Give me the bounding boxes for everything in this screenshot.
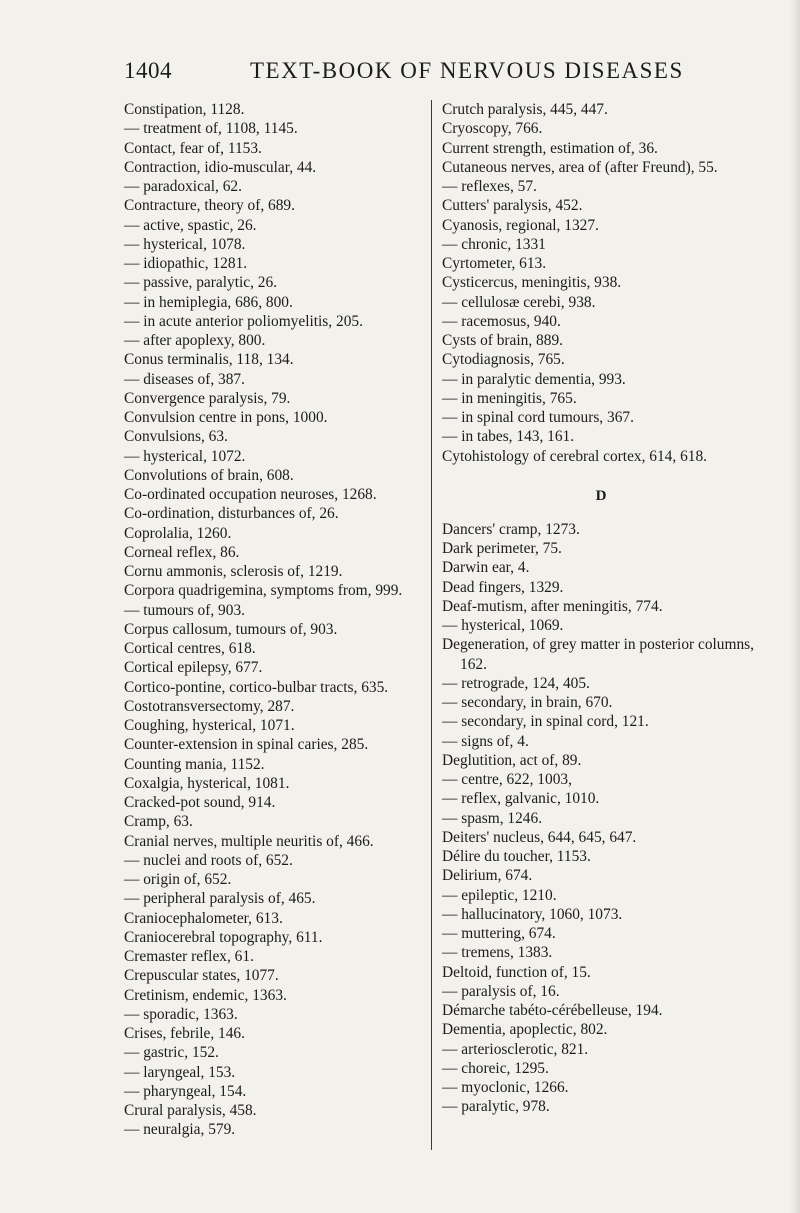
index-entry: Costotransversectomy, 287.	[124, 697, 295, 715]
index-entry: — nuclei and roots of, 652.	[124, 851, 293, 869]
index-entry: Deltoid, function of, 15.	[442, 963, 591, 981]
index-entry: Cortical centres, 618.	[124, 640, 256, 657]
index-entry: Dark perimeter, 75.	[442, 540, 562, 557]
index-entry: Degeneration, of grey matter in posterior columns, 162.	[442, 636, 754, 673]
index-column-right	[442, 100, 760, 1117]
index-entry: — muttering, 674.	[442, 925, 556, 942]
index-entry: — peripheral paralysis of, 465.	[124, 890, 316, 908]
index-entry: Contracture, theory of, 689.	[124, 197, 295, 215]
index-entry: — in spinal cord tumours, 367.	[442, 409, 634, 426]
index-entry: Délire du toucher, 1153.	[442, 848, 591, 865]
index-entry: Coprolalia, 1260.	[124, 524, 232, 542]
index-entry: Cortico-pontine, cortico-bulbar tracts, 635.	[124, 678, 389, 696]
index-entry: Constipation, 1128.	[124, 101, 245, 118]
index-entry: Current strength, estimation of, 36.	[442, 139, 658, 157]
index-entry: Contraction, idio-muscular, 44.	[124, 158, 317, 176]
index-entry: Crural paralysis, 458.	[124, 1102, 257, 1119]
index-entry: — choreic, 1295.	[442, 1059, 549, 1077]
index-section-c-continued	[442, 100, 760, 466]
index-entry: Convergence paralysis, 79.	[124, 389, 291, 407]
index-section-d	[442, 520, 760, 1117]
index-entry: — paralytic, 978.	[442, 1098, 550, 1116]
index-entry: — tremens, 1383.	[442, 944, 553, 962]
index-entry: Cortical epilepsy, 677.	[124, 659, 263, 677]
index-entry: — treatment of, 1108, 1145.	[124, 120, 298, 138]
index-entry: Craniocerebral topography, 611.	[124, 928, 323, 946]
index-entry: — secondary, in spinal cord, 121.	[442, 713, 649, 731]
index-entry: Cranial nerves, multiple neuritis of, 466.	[124, 832, 374, 850]
index-entry: Crepuscular states, 1077.	[124, 967, 279, 985]
index-entry: Cremaster reflex, 61.	[124, 948, 254, 965]
index-entry: — reflexes, 57.	[442, 178, 537, 195]
index-entry: Contact, fear of, 1153.	[124, 139, 262, 157]
index-entry: Cutters' paralysis, 452.	[442, 197, 583, 215]
index-entry: — racemosus, 940.	[442, 312, 561, 330]
index-entry: Corneal reflex, 86.	[124, 543, 240, 561]
index-entry: — diseases of, 387.	[124, 370, 245, 388]
index-entry: — origin of, 652.	[124, 871, 232, 888]
index-entry: — after apoplexy, 800.	[124, 332, 266, 349]
index-entry: Cyanosis, regional, 1327.	[442, 216, 599, 234]
index-entry: Co-ordination, disturbances of, 26.	[124, 505, 339, 523]
index-entry: Cysts of brain, 889.	[442, 332, 563, 349]
index-entry: — hallucinatory, 1060, 1073.	[442, 905, 623, 923]
column-divider	[431, 100, 432, 1150]
index-entry: Convulsions, 63.	[124, 428, 228, 446]
index-entry: Cytodiagnosis, 765.	[442, 351, 565, 369]
page-number: 1404	[124, 58, 172, 83]
index-entry: Deiters' nucleus, 644, 645, 647.	[442, 828, 637, 846]
index-entry: Crises, febrile, 146.	[124, 1025, 245, 1042]
index-entry: — paradoxical, 62.	[124, 178, 242, 195]
index-entry: — myoclonic, 1266.	[442, 1079, 569, 1096]
index-entry: — in acute anterior poliomyelitis, 205.	[124, 312, 363, 330]
index-entry: — passive, paralytic, 26.	[124, 274, 278, 292]
index-entry: — gastric, 152.	[124, 1044, 219, 1062]
index-entry: — signs of, 4.	[442, 732, 529, 750]
index-entry: Dead fingers, 1329.	[442, 578, 564, 596]
index-entry: Cramp, 63.	[124, 813, 193, 831]
index-entry: Dementia, apoplectic, 802.	[442, 1021, 608, 1039]
index-entry: — in hemiplegia, 686, 800.	[124, 293, 293, 311]
index-entry: — laryngeal, 153.	[124, 1063, 236, 1081]
index-entry: Co-ordinated occupation neuroses, 1268.	[124, 486, 377, 503]
index-entry: — neuralgia, 579.	[124, 1121, 236, 1139]
index-entry: Cutaneous nerves, area of (after Freund), 55.	[442, 158, 718, 176]
index-entry: Cyrtometer, 613.	[442, 255, 547, 272]
index-entry: — hysterical, 1078.	[124, 235, 246, 253]
index-entry: Delirium, 674.	[442, 867, 533, 885]
index-entry: Conus terminalis, 118, 134.	[124, 351, 294, 369]
index-entry: Craniocephalometer, 613.	[124, 909, 283, 927]
index-entry: Dancers' cramp, 1273.	[442, 520, 580, 538]
index-entry: Démarche tabéto-cérébelleuse, 194.	[442, 1002, 663, 1019]
index-entry: — active, spastic, 26.	[124, 216, 257, 234]
index-entry: — secondary, in brain, 670.	[442, 694, 613, 711]
index-entry: Convolutions of brain, 608.	[124, 466, 294, 484]
index-entry: Convulsion centre in pons, 1000.	[124, 409, 328, 426]
running-title: TEXT-BOOK OF NERVOUS DISEASES	[250, 58, 684, 83]
index-entry: — cellulosæ cerebi, 938.	[442, 293, 596, 311]
index-entry: — in meningitis, 765.	[442, 389, 577, 407]
index-entry: Cracked-pot sound, 914.	[124, 794, 276, 811]
index-entry: Coxalgia, hysterical, 1081.	[124, 774, 290, 792]
index-entry: Cryoscopy, 766.	[442, 120, 543, 138]
index-entry: Deglutition, act of, 89.	[442, 751, 582, 769]
index-entry: — sporadic, 1363.	[124, 1005, 238, 1023]
index-entry: Cornu ammonis, sclerosis of, 1219.	[124, 563, 343, 580]
index-entry: Counting mania, 1152.	[124, 755, 265, 773]
index-entry: — hysterical, 1072.	[124, 447, 246, 465]
index-entry: — in tabes, 143, 161.	[442, 428, 575, 446]
index-entry: Cysticercus, meningitis, 938.	[442, 274, 622, 292]
index-entry: Darwin ear, 4.	[442, 559, 530, 577]
index-entry: Crutch paralysis, 445, 447.	[442, 101, 608, 118]
section-letter-d: D	[595, 487, 607, 504]
index-entry: Cretinism, endemic, 1363.	[124, 986, 287, 1004]
index-entry: — paralysis of, 16.	[442, 982, 560, 1000]
page-header	[0, 58, 800, 98]
index-entry: — epileptic, 1210.	[442, 886, 557, 904]
index-entry: — spasm, 1246.	[442, 809, 543, 827]
index-entry: — tumours of, 903.	[124, 601, 245, 619]
index-entry: Corpus callosum, tumours of, 903.	[124, 620, 338, 638]
index-entry: — centre, 622, 1003,	[442, 771, 572, 788]
page-edge-shadow	[790, 0, 800, 1213]
index-entry: Counter-extension in spinal caries, 285.	[124, 736, 369, 754]
index-entry: Cytohistology of cerebral cortex, 614, 618.	[442, 447, 707, 465]
index-entry: — in paralytic dementia, 993.	[442, 370, 626, 388]
index-entry: — hysterical, 1069.	[442, 617, 564, 634]
index-entry: — arteriosclerotic, 821.	[442, 1040, 589, 1058]
index-entry: — reflex, galvanic, 1010.	[442, 790, 600, 808]
index-entry: — idiopathic, 1281.	[124, 255, 248, 272]
index-entry: Deaf-mutism, after meningitis, 774.	[442, 597, 663, 615]
index-entry: — retrograde, 124, 405.	[442, 674, 590, 692]
index-column-left	[124, 100, 424, 1140]
index-entry: Corpora quadrigemina, symptoms from, 999.	[124, 582, 403, 600]
index-entry: Coughing, hysterical, 1071.	[124, 717, 295, 734]
index-entry: — chronic, 1331	[442, 235, 546, 253]
index-entry: — pharyngeal, 154.	[124, 1082, 247, 1100]
